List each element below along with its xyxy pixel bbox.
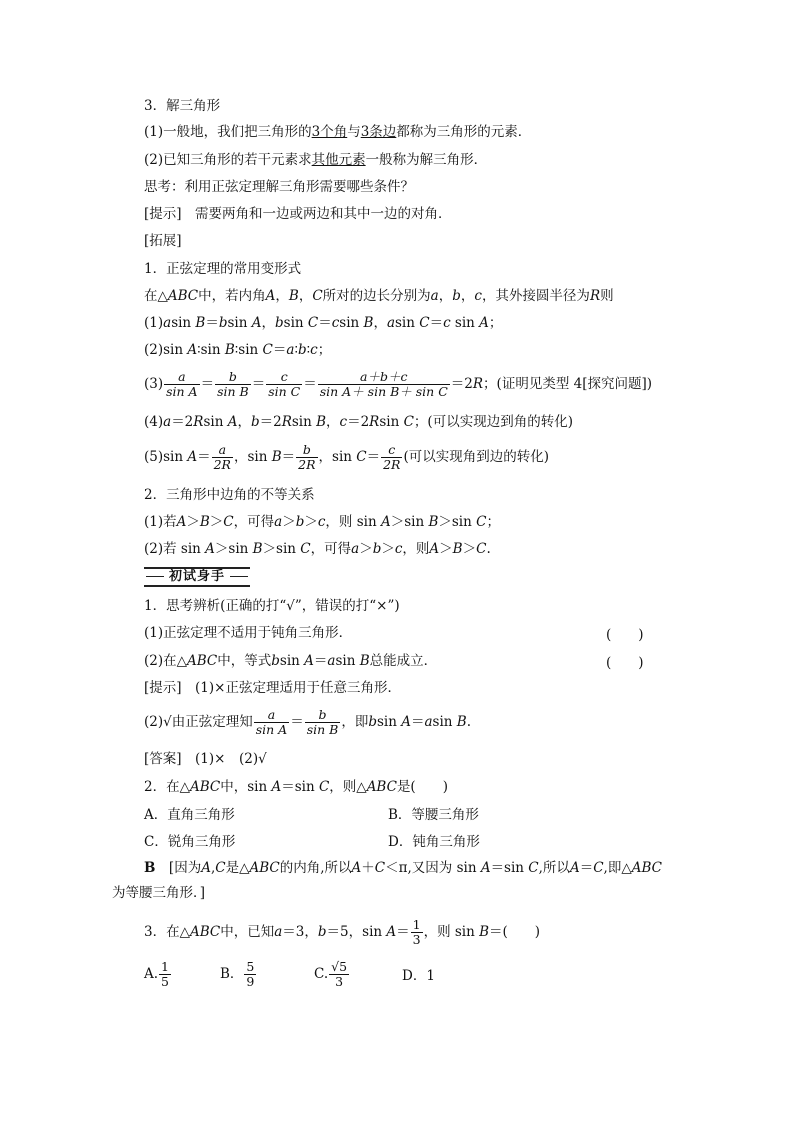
definition-solve: (2)已知三角形的若干元素求其他元素一般称为解三角形． bbox=[144, 152, 488, 168]
inequality-2: (2)若 sin A＞sin B＞sin C，可得a＞b＞c，则A＞B＞C. bbox=[144, 541, 491, 557]
q3-option-b: B． $\frac{5}{9}$ bbox=[220, 959, 255, 989]
formula-5: (5)sin A＝ $\frac{a}{2R}$ ，sin B＝ $\frac{b}{2R}$ ，sin C＝ $\frac{c}{2R}$ (可以实现角到边的转化) bbox=[144, 442, 550, 472]
answer-bracket: ( ) bbox=[606, 627, 644, 643]
expand-title-2: 2．三角形中边角的不等关系 bbox=[144, 487, 315, 503]
q2-option-d: D．钝角三角形 bbox=[388, 834, 480, 850]
expand-intro: 在△ABC中，若内角A，B，C所对的边长分别为a，b，c，其外接圆半径为R则 bbox=[144, 288, 614, 304]
q2-solution-cont: 为等腰三角形．] bbox=[112, 885, 206, 901]
fraction: $\frac{a}{\text{sin A}}$ bbox=[255, 707, 288, 737]
definition-elements: (1)一般地，我们把三角形的3个角与3条边都称为三角形的元素． bbox=[144, 124, 532, 140]
expand-label: [拓展] bbox=[144, 233, 182, 249]
inequality-1: (1)若A＞B＞C，可得a＞b＞c，则 sin A＞sin B＞sin C； bbox=[144, 514, 500, 530]
fraction: $\frac{c}{2R}$ bbox=[383, 442, 401, 472]
q3-option-a: A. $\frac{1}{5}$ bbox=[144, 959, 169, 989]
q2-stem: 2．在△ABC中，sin A＝sin C，则△ABC是( ) bbox=[144, 779, 448, 795]
q3-option-d: D．1 bbox=[402, 968, 435, 984]
q1-hint: [提示] (1)×正弦定理适用于任意三角形． bbox=[144, 680, 401, 696]
q1-statement-2: (2)在△ABC中，等式bsin A＝asin B总能成立． bbox=[144, 653, 438, 669]
formula-3: (3) $\frac{a}{\text{sin A}}$ ＝ $\frac{b}{\text{sin B}}$ ＝ $\frac{c}{\text{sin C}}$ ＝ $\frac{a+b+c}{\text{sin A＋ sin B＋ sin C}}$ ＝2R；(证明见类型 4[探究问题]) bbox=[144, 369, 652, 399]
fraction: $\frac{1}{5}$ bbox=[161, 959, 169, 989]
q1-title: 1．思考辨析(正确的打“√”，错误的打“×”) bbox=[144, 598, 400, 614]
answer-bracket: ( ) bbox=[606, 655, 644, 671]
fraction: $\frac{b}{\text{sin B}}$ bbox=[217, 369, 249, 399]
fraction: $\frac{b}{\text{sin B}}$ bbox=[306, 707, 339, 737]
fraction: $\frac{a}{\text{sin A}}$ bbox=[166, 369, 198, 399]
q2-option-a: A．直角三角形 bbox=[144, 807, 235, 823]
section-badge: 初试身手 bbox=[144, 567, 250, 587]
formula-1: (1)asin B＝bsin A，bsin C＝csin B，asin C＝c sin A； bbox=[144, 315, 503, 331]
q2-option-b: B．等腰三角形 bbox=[388, 807, 479, 823]
formula-2: (2)sin A∶sin B∶sin C＝a∶b∶c； bbox=[144, 342, 332, 358]
hint-text: [提示] 需要两角和一边或两边和其中一边的对角． bbox=[144, 206, 452, 222]
q1-answer: [答案] (1)× (2)√ bbox=[144, 751, 267, 767]
section-heading: 3．解三角形 bbox=[144, 98, 221, 114]
q2-option-c: C．锐角三角形 bbox=[144, 834, 236, 850]
fraction: $\frac{a+b+c}{\text{sin A＋ sin B＋ sin C}}$ bbox=[319, 369, 448, 399]
q3-stem: 3．在△ABC中，已知a＝3，b＝5，sin A＝ $\frac{1}{3}$ ，则 sin B＝( ) bbox=[144, 917, 541, 947]
fraction: $\frac{√5}{3}$ bbox=[331, 959, 348, 989]
fraction: $\frac{5}{9}$ bbox=[246, 959, 255, 989]
q3-option-c: C. $\frac{√5}{3}$ bbox=[314, 959, 348, 989]
fraction: $\frac{a}{2R}$ bbox=[213, 442, 231, 472]
fraction: $\frac{b}{2R}$ bbox=[298, 442, 316, 472]
expand-title-1: 1．正弦定理的常用变形式 bbox=[144, 261, 302, 277]
q1-statement-1: (1)正弦定理不适用于钝角三角形． bbox=[144, 625, 353, 641]
fraction: $\frac{1}{3}$ bbox=[412, 917, 421, 947]
formula-4: (4)a＝2Rsin A，b＝2Rsin B，c＝2Rsin C；(可以实现边到角的转化) bbox=[144, 414, 573, 430]
q1-hint-2: (2)√由正弦定理知 $\frac{a}{\text{sin A}}$ ＝ $\frac{b}{\text{sin B}}$ ，即bsin A＝asin B. bbox=[144, 707, 471, 737]
fraction: $\frac{c}{\text{sin C}}$ bbox=[268, 369, 301, 399]
think-question: 思考：利用正弦定理解三角形需要哪些条件？ bbox=[144, 179, 414, 195]
q2-solution: B [因为A,C是△ABC的内角,所以A＋C＜π,又因为 sin A＝sin C,所以A＝C,即△ABC bbox=[144, 860, 662, 876]
